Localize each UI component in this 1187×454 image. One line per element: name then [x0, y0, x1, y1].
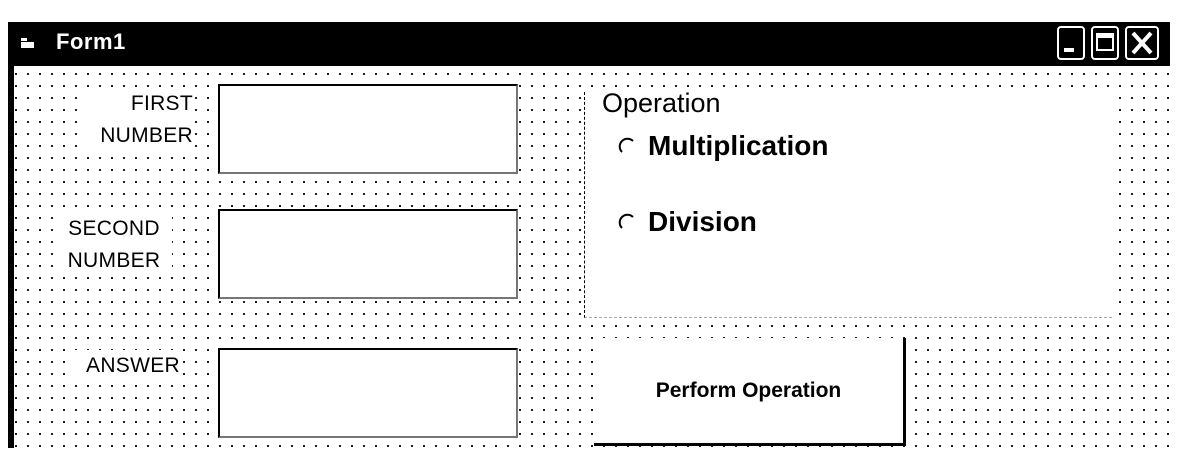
division-label: Division	[648, 206, 757, 237]
window-left-border	[8, 66, 14, 448]
close-icon	[1127, 28, 1157, 58]
multiplication-label: Multiplication	[648, 130, 829, 161]
form-client-area	[8, 66, 1170, 448]
form-icon[interactable]	[20, 37, 36, 51]
first-number-label: FIRST NUMBER	[81, 88, 193, 152]
first-number-input[interactable]	[218, 84, 518, 174]
minimize-icon	[1059, 28, 1083, 58]
answer-label: ANSWER	[68, 350, 180, 382]
radio-icon	[618, 213, 636, 231]
division-radio[interactable]	[618, 206, 757, 238]
maximize-button[interactable]	[1091, 26, 1119, 60]
form-window	[8, 22, 1170, 448]
maximize-icon	[1093, 28, 1117, 58]
close-button[interactable]	[1125, 26, 1159, 60]
radio-icon	[618, 137, 636, 155]
answer-input[interactable]	[218, 348, 518, 438]
window-title: Form1	[56, 29, 126, 54]
title-bar[interactable]	[8, 22, 1170, 66]
multiplication-radio[interactable]	[618, 130, 828, 162]
second-number-input[interactable]	[218, 209, 518, 299]
perform-operation-button[interactable]: Perform Operation	[594, 338, 906, 446]
second-number-label: SECOND NUMBER	[56, 213, 172, 277]
operation-frame-title: Operation	[596, 88, 727, 119]
minimize-button[interactable]	[1057, 26, 1085, 60]
operation-frame	[584, 92, 1112, 318]
